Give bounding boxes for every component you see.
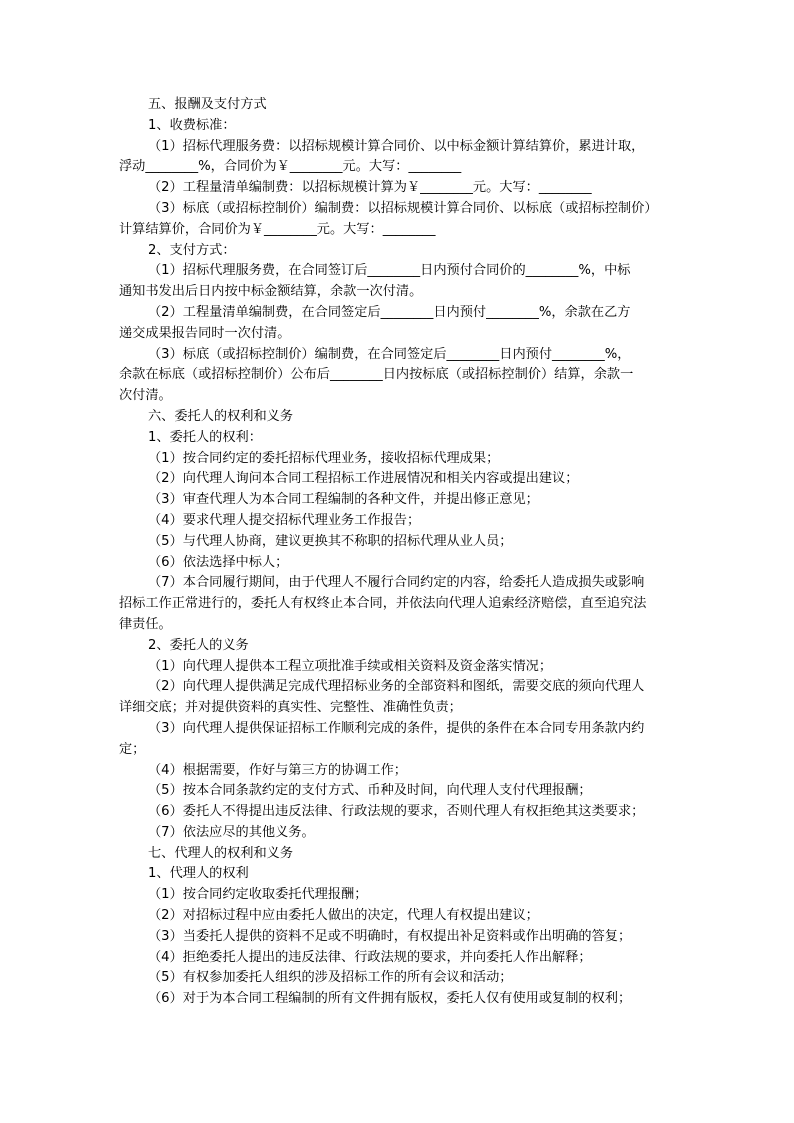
text-line: 六、委托人的权利和义务 (148, 408, 294, 424)
text-line: （2）向代理人提供满足完成代理招标业务的全部资料和图纸，需要交底的须向代理人 (148, 679, 645, 695)
text-line: （5）按本合同条款约定的支付方式、币种及时间，向代理人支付代理报酬； (148, 783, 592, 799)
text-line: 1、代理人的权利 (148, 866, 249, 882)
text-line: 余款在标底（或招标控制价）公布后________日内按标底（或招标控制价）结算，余款一 (119, 367, 634, 383)
text-line: 2、支付方式： (148, 242, 236, 258)
text-line: 1、收费标准： (148, 117, 236, 133)
text-line: （6）依法选择中标人； (148, 554, 289, 570)
text-line: 定； (119, 741, 146, 757)
text-line: （3）向代理人提供保证招标工作顺利完成的条件，提供的条件在本合同专用条款内约 (148, 720, 645, 736)
text-line: 递交成果报告同时一次付清。 (119, 325, 291, 341)
text-line: （3）当委托人提供的资料不足或不明确时，有权提出补足资料或作出明确的答复； (148, 928, 632, 944)
text-line: （5）有权参加委托人组织的涉及招标工作的所有会议和活动； (148, 970, 513, 986)
text-line: （4）拒绝委托人提出的违反法律、行政法规的要求，并向委托人作出解释； (148, 949, 592, 965)
text-line: （7）本合同履行期间，由于代理人不履行合同约定的内容，给委托人造成损失或影响 (148, 575, 645, 591)
text-line: 七、代理人的权利和义务 (148, 845, 294, 861)
text-line: 浮动________%，合同价为￥________元。大写：________ (119, 159, 462, 175)
text-line: （1）按合同约定的委托招标代理业务，接收招标代理成果； (148, 450, 500, 466)
text-line: 五、报酬及支付方式 (148, 97, 267, 112)
text-line: （3）标底（或招标控制价）编制费，在合同签定后________日内预付________%， (148, 346, 631, 362)
text-line: （4）要求代理人提交招标代理业务工作报告； (148, 512, 421, 528)
text-line: 次付清。 (119, 388, 172, 404)
text-line: 详细交底；并对提供资料的真实性、完整性、准确性负责； (119, 700, 462, 716)
text-line: 招标工作正常进行的，委托人有权终止本合同，并依法向代理人追索经济赔偿，直至追究法 (119, 596, 647, 612)
text-line: （3）审查代理人为本合同工程编制的各种文件，并提出修正意见； (148, 492, 539, 508)
text-line: 律责任。 (119, 616, 172, 632)
text-line: （3）标底（或招标控制价）编制费：以招标规模计算合同价、以标底（或招标控制价） (148, 200, 658, 216)
text-line: （1）招标代理服务费，在合同签订后________日内预付合同价的________%，中标 (148, 263, 631, 279)
text-line: （7）依法应尽的其他义务。 (148, 824, 315, 840)
text-line: 计算结算价，合同价为￥________元。大写：________ (119, 221, 436, 237)
text-line: （4）根据需要，作好与第三方的协调工作； (148, 762, 407, 778)
text-line: （2）工程量清单编制费，在合同签定后________日内预付________%，余款在乙方 (148, 304, 631, 320)
text-line: 通知书发出后日内按中标金额结算，余款一次付清。 (119, 284, 423, 300)
text-line: （1）向代理人提供本工程立项批准手续或相关资料及资金落实情况； (148, 658, 553, 674)
text-line: （6）委托人不得提出违反法律、行政法规的要求，否则代理人有权拒绝其这类要求； (148, 804, 645, 820)
text-line: 2、委托人的义务 (148, 637, 249, 653)
text-line: （1）按合同约定收取委托代理报酬； (148, 887, 368, 903)
text-line: （1）招标代理服务费：以招标规模计算合同价、以中标金额计算结算价，累进计取， (148, 138, 645, 154)
text-line: （2）向代理人询问本合同工程招标工作进展情况和相关内容或提出建议； (148, 471, 579, 487)
text-line: （2）工程量清单编制费：以招标规模计算为￥________元。大写：________ (148, 180, 592, 196)
text-line: （5）与代理人协商，建议更换其不称职的招标代理从业人员； (148, 533, 513, 549)
text-line: （6）对于为本合同工程编制的所有文件拥有版权，委托人仅有使用或复制的权利； (148, 991, 632, 1007)
text-line: （2）对招标过程中应由委托人做出的决定，代理人有权提出建议； (148, 908, 539, 924)
contract-body (119, 95, 679, 1010)
text-line: 1、委托人的权利： (148, 429, 262, 445)
